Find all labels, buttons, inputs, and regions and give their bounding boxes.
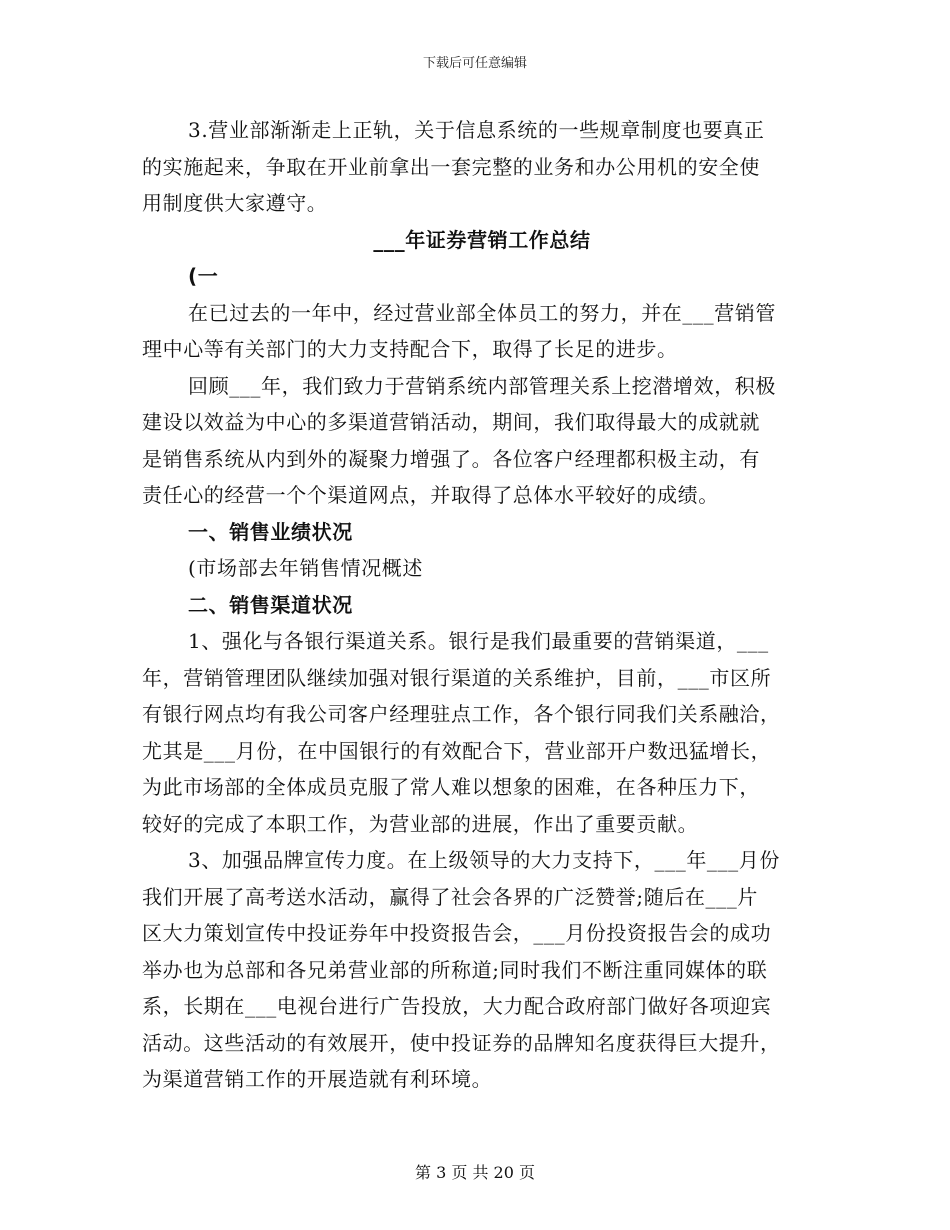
section-marker: (一 [188, 264, 219, 288]
paragraph-line: 有银行网点均有我公司客户经理驻点工作，各个银行同我们关系融洽， [142, 702, 781, 726]
paragraph-line: 是销售系统从内到外的凝聚力增强了。各位客户经理都积极主动，有 [142, 446, 760, 471]
paragraph-line: 1、强化与各银行渠道关系。银行是我们最重要的营销渠道，___ [188, 629, 769, 653]
paragraph-line: 为此市场部的全体成员克服了常人难以想象的困难，在各种压力下， [142, 775, 760, 799]
paragraph-line: 3.营业部渐渐走上正轨，关于信息系统的一些规章制度也要真正 [188, 118, 765, 142]
paragraph-line: 区大力策划宣传中投证券年中投资报告会，___月份投资报告会的成功 [142, 921, 772, 945]
paragraph-line: 活动。这些活动的有效展开，使中投证券的品牌知名度获得巨大提升， [142, 1030, 781, 1055]
paragraph-line: 回顾___年，我们致力于营销系统内部管理关系上挖潜增效，积极 [188, 373, 776, 398]
section-heading: 二、销售渠道状况 [188, 592, 353, 617]
paragraph-line: 责任心的经营一个个渠道网点，并取得了总体水平较好的成绩。 [142, 483, 719, 507]
page-header-note: 下载后可任意编辑 [422, 56, 527, 71]
paragraph-line: 3、加强品牌宣传力度。在上级领导的大力支持下，___年___月份 [188, 848, 780, 872]
paragraph-line: 举办也为总部和各兄弟营业部的所称道;同时我们不断注重同媒体的联 [142, 957, 768, 982]
paragraph-line: 为渠道营销工作的开展造就有利环境。 [142, 1067, 493, 1091]
paragraph-line: 的实施起来，争取在开业前拿出一套完整的业务和办公用机的安全使 [142, 154, 760, 179]
paragraph-line: 在已过去的一年中，经过营业部全体员工的努力，并在___营销管 [188, 300, 776, 325]
document-title: ___年证券营销工作总结 [373, 227, 591, 252]
page-number: 第 3 页 共 20 页 [415, 1163, 535, 1182]
section-heading: 一、销售业绩状况 [188, 519, 353, 544]
paragraph-line: (市场部去年销售情况概述 [188, 556, 424, 580]
paragraph-line: 较好的完成了本职工作，为营业部的进展，作出了重要贡献。 [142, 811, 699, 836]
paragraph-line: 理中心等有关部门的大力支持配合下，取得了长足的进步。 [142, 337, 678, 361]
paragraph-line: 年，营销管理团队继续加强对银行渠道的关系维护，目前，___市区所 [142, 665, 772, 690]
paragraph-line: 尤其是___月份，在中国银行的有效配合下，营业部开户数迅猛增长， [142, 738, 772, 763]
paragraph-line: 建设以效益为中心的多渠道营销活动，期间，我们取得最大的成就就 [142, 410, 760, 434]
paragraph-line: 用制度供大家遵守。 [142, 191, 328, 215]
paragraph-line: 系，长期在___电视台进行广告投放，大力配合政府部门做好各项迎宾 [142, 994, 772, 1018]
paragraph-line: 我们开展了高考送水活动，赢得了社会各界的广泛赞誉;随后在___片 [142, 884, 758, 909]
document-body [142, 112, 822, 1098]
